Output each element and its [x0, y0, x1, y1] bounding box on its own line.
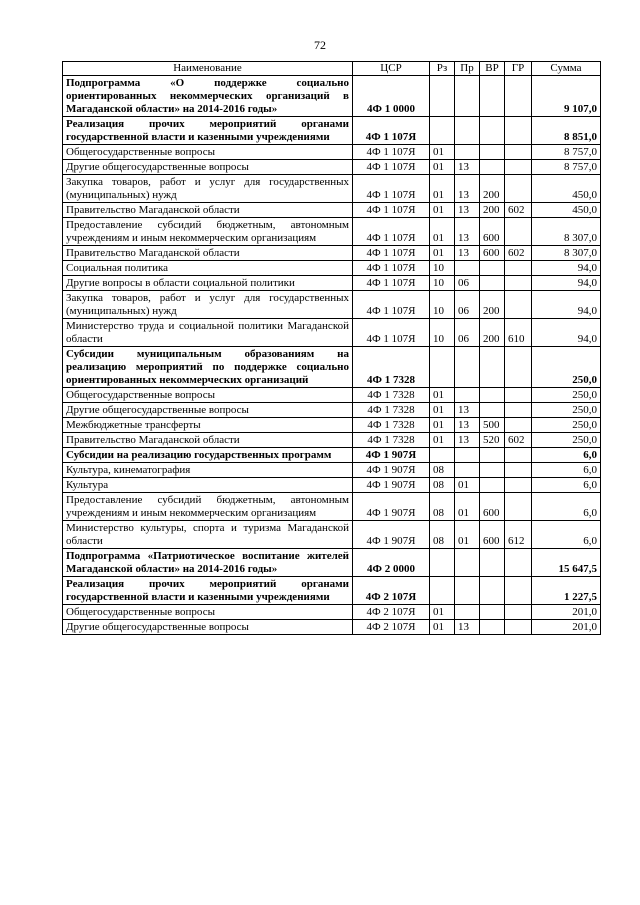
cell-rz: 08 [430, 463, 455, 478]
cell-rz: 08 [430, 493, 455, 521]
cell-name: Общегосударственные вопросы [63, 605, 353, 620]
cell-csr: 4Ф 1 107Я [353, 175, 430, 203]
cell-csr: 4Ф 1 7328 [353, 347, 430, 388]
cell-vr [480, 261, 505, 276]
cell-csr: 4Ф 2 107Я [353, 577, 430, 605]
cell-sum: 450,0 [532, 175, 601, 203]
cell-rz [430, 549, 455, 577]
table-body [63, 76, 601, 635]
cell-sum: 450,0 [532, 203, 601, 218]
cell-name: Закупка товаров, работ и услуг для государственных (муниципальных) нужд [63, 175, 353, 203]
cell-pr: 01 [455, 521, 480, 549]
cell-name: Общегосударственные вопросы [63, 145, 353, 160]
cell-pr: 13 [455, 403, 480, 418]
cell-pr [455, 577, 480, 605]
cell-rz: 01 [430, 145, 455, 160]
page-number: 72 [314, 38, 326, 52]
cell-name: Общегосударственные вопросы [63, 388, 353, 403]
header-name: Наименование [63, 62, 353, 76]
cell-gr [505, 448, 532, 463]
header-vr: ВР [480, 62, 505, 76]
cell-vr [480, 160, 505, 175]
header-gr: ГР [505, 62, 532, 76]
cell-name: Закупка товаров, работ и услуг для государственных (муниципальных) нужд [63, 291, 353, 319]
cell-vr: 200 [480, 203, 505, 218]
cell-rz [430, 448, 455, 463]
table-row [63, 620, 601, 635]
cell-vr [480, 347, 505, 388]
table-row [63, 203, 601, 218]
cell-rz: 08 [430, 478, 455, 493]
cell-csr: 4Ф 2 107Я [353, 620, 430, 635]
cell-csr: 4Ф 1 107Я [353, 246, 430, 261]
cell-sum: 250,0 [532, 433, 601, 448]
cell-name: Субсидии на реализацию государственных программ [63, 448, 353, 463]
cell-sum: 6,0 [532, 448, 601, 463]
cell-name: Правительство Магаданской области [63, 246, 353, 261]
cell-name: Субсидии муниципальным образованиям на реализацию мероприятий по поддержке социально ориентированных некоммерческих организаций [63, 347, 353, 388]
table-row [63, 175, 601, 203]
cell-name: Культура, кинематография [63, 463, 353, 478]
cell-gr: 602 [505, 203, 532, 218]
cell-vr [480, 478, 505, 493]
cell-vr [480, 276, 505, 291]
cell-gr: 602 [505, 246, 532, 261]
cell-vr: 200 [480, 175, 505, 203]
cell-sum: 94,0 [532, 319, 601, 347]
table-row [63, 549, 601, 577]
cell-rz: 01 [430, 218, 455, 246]
table-row [63, 261, 601, 276]
cell-csr: 4Ф 2 107Я [353, 605, 430, 620]
cell-name: Другие общегосударственные вопросы [63, 620, 353, 635]
cell-pr: 06 [455, 276, 480, 291]
cell-gr: 602 [505, 433, 532, 448]
cell-sum: 8 757,0 [532, 145, 601, 160]
cell-pr: 01 [455, 493, 480, 521]
cell-csr: 4Ф 1 107Я [353, 319, 430, 347]
cell-pr: 13 [455, 433, 480, 448]
cell-pr: 13 [455, 620, 480, 635]
cell-vr: 520 [480, 433, 505, 448]
cell-sum: 6,0 [532, 463, 601, 478]
cell-vr: 500 [480, 418, 505, 433]
cell-csr: 4Ф 2 0000 [353, 549, 430, 577]
cell-gr [505, 160, 532, 175]
cell-rz: 01 [430, 418, 455, 433]
cell-name: Подпрограмма «О поддержке социально ориентированных некоммерческих организаций в Магаданской области» на 2014-2016 годы» [63, 76, 353, 117]
header-rz: Рз [430, 62, 455, 76]
cell-gr [505, 463, 532, 478]
cell-csr: 4Ф 1 907Я [353, 478, 430, 493]
cell-csr: 4Ф 1 107Я [353, 291, 430, 319]
cell-vr: 600 [480, 218, 505, 246]
cell-pr [455, 605, 480, 620]
table-row [63, 291, 601, 319]
cell-sum: 201,0 [532, 605, 601, 620]
cell-gr [505, 577, 532, 605]
cell-name: Другие общегосударственные вопросы [63, 160, 353, 175]
table-row [63, 117, 601, 145]
cell-pr [455, 549, 480, 577]
table-row [63, 493, 601, 521]
cell-gr [505, 276, 532, 291]
cell-name: Реализация прочих мероприятий органами государственной власти и казенными учреждениями [63, 577, 353, 605]
cell-csr: 4Ф 1 107Я [353, 160, 430, 175]
cell-gr [505, 347, 532, 388]
cell-gr [505, 175, 532, 203]
header-csr: ЦСР [353, 62, 430, 76]
cell-csr: 4Ф 1 107Я [353, 117, 430, 145]
cell-sum: 94,0 [532, 276, 601, 291]
cell-rz: 10 [430, 276, 455, 291]
cell-csr: 4Ф 1 7328 [353, 418, 430, 433]
cell-gr [505, 76, 532, 117]
cell-sum: 8 851,0 [532, 117, 601, 145]
cell-csr: 4Ф 1 0000 [353, 76, 430, 117]
cell-vr [480, 577, 505, 605]
cell-csr: 4Ф 1 7328 [353, 388, 430, 403]
cell-vr [480, 620, 505, 635]
cell-rz [430, 76, 455, 117]
cell-gr [505, 403, 532, 418]
table-row [63, 418, 601, 433]
cell-gr: 610 [505, 319, 532, 347]
cell-sum: 201,0 [532, 620, 601, 635]
table-row [63, 319, 601, 347]
cell-pr [455, 347, 480, 388]
cell-sum: 94,0 [532, 291, 601, 319]
cell-rz [430, 117, 455, 145]
cell-name: Другие общегосударственные вопросы [63, 403, 353, 418]
cell-sum: 8 307,0 [532, 246, 601, 261]
table-row [63, 145, 601, 160]
cell-rz: 01 [430, 433, 455, 448]
cell-sum: 250,0 [532, 418, 601, 433]
table-row [63, 521, 601, 549]
cell-gr [505, 418, 532, 433]
cell-rz: 01 [430, 388, 455, 403]
cell-sum: 1 227,5 [532, 577, 601, 605]
table-row [63, 347, 601, 388]
cell-csr: 4Ф 1 7328 [353, 433, 430, 448]
table-row [63, 403, 601, 418]
cell-vr [480, 605, 505, 620]
table-row [63, 160, 601, 175]
cell-gr [505, 291, 532, 319]
cell-gr [505, 493, 532, 521]
cell-sum: 250,0 [532, 403, 601, 418]
cell-gr [505, 478, 532, 493]
cell-vr: 200 [480, 319, 505, 347]
cell-csr: 4Ф 1 107Я [353, 276, 430, 291]
cell-gr [505, 620, 532, 635]
table-row [63, 218, 601, 246]
cell-pr: 13 [455, 418, 480, 433]
cell-rz: 08 [430, 521, 455, 549]
cell-gr [505, 261, 532, 276]
cell-rz: 10 [430, 291, 455, 319]
cell-pr [455, 117, 480, 145]
table-row [63, 276, 601, 291]
table-row [63, 388, 601, 403]
cell-pr [455, 463, 480, 478]
cell-pr: 13 [455, 160, 480, 175]
cell-rz [430, 347, 455, 388]
cell-name: Министерство труда и социальной политики Магаданской области [63, 319, 353, 347]
cell-pr [455, 261, 480, 276]
cell-rz: 01 [430, 160, 455, 175]
cell-sum: 6,0 [532, 493, 601, 521]
cell-csr: 4Ф 1 107Я [353, 218, 430, 246]
cell-vr [480, 76, 505, 117]
cell-vr [480, 403, 505, 418]
cell-rz: 01 [430, 620, 455, 635]
cell-pr: 13 [455, 203, 480, 218]
cell-csr: 4Ф 1 907Я [353, 521, 430, 549]
budget-table [62, 61, 601, 635]
cell-name: Предоставление субсидий бюджетным, автономным учреждениям и иным некоммерческим организациям [63, 493, 353, 521]
cell-vr [480, 549, 505, 577]
cell-sum: 9 107,0 [532, 76, 601, 117]
cell-name: Социальная политика [63, 261, 353, 276]
cell-gr: 612 [505, 521, 532, 549]
cell-sum: 94,0 [532, 261, 601, 276]
cell-pr: 01 [455, 478, 480, 493]
cell-sum: 250,0 [532, 347, 601, 388]
cell-gr [505, 145, 532, 160]
cell-name: Правительство Магаданской области [63, 203, 353, 218]
table-row [63, 448, 601, 463]
table-header-row [63, 62, 601, 76]
cell-csr: 4Ф 1 907Я [353, 493, 430, 521]
cell-sum: 15 647,5 [532, 549, 601, 577]
cell-name: Правительство Магаданской области [63, 433, 353, 448]
cell-gr [505, 549, 532, 577]
cell-csr: 4Ф 1 107Я [353, 145, 430, 160]
cell-name: Министерство культуры, спорта и туризма Магаданской области [63, 521, 353, 549]
cell-name: Подпрограмма «Патриотическое воспитание жителей Магаданской области» на 2014-2016 годы» [63, 549, 353, 577]
cell-name: Межбюджетные трансферты [63, 418, 353, 433]
cell-rz: 01 [430, 403, 455, 418]
cell-gr [505, 218, 532, 246]
cell-rz: 10 [430, 261, 455, 276]
cell-vr [480, 117, 505, 145]
table-row [63, 478, 601, 493]
table-row [63, 577, 601, 605]
cell-csr: 4Ф 1 107Я [353, 203, 430, 218]
table-row [63, 605, 601, 620]
cell-name: Реализация прочих мероприятий органами государственной власти и казенными учреждениями [63, 117, 353, 145]
cell-pr: 13 [455, 218, 480, 246]
table-row [63, 463, 601, 478]
cell-rz [430, 577, 455, 605]
cell-gr [505, 605, 532, 620]
table-row [63, 246, 601, 261]
cell-rz: 01 [430, 605, 455, 620]
cell-name: Культура [63, 478, 353, 493]
cell-pr [455, 448, 480, 463]
cell-rz: 01 [430, 175, 455, 203]
cell-sum: 8 757,0 [532, 160, 601, 175]
cell-pr [455, 76, 480, 117]
cell-gr [505, 388, 532, 403]
cell-pr: 06 [455, 319, 480, 347]
cell-rz: 01 [430, 203, 455, 218]
cell-vr: 600 [480, 246, 505, 261]
header-sum: Сумма [532, 62, 601, 76]
cell-vr [480, 463, 505, 478]
cell-sum: 8 307,0 [532, 218, 601, 246]
cell-gr [505, 117, 532, 145]
cell-pr: 13 [455, 246, 480, 261]
cell-vr: 600 [480, 521, 505, 549]
cell-name: Предоставление субсидий бюджетным, автономным учреждениям и иным некоммерческим организациям [63, 218, 353, 246]
cell-csr: 4Ф 1 907Я [353, 448, 430, 463]
cell-csr: 4Ф 1 907Я [353, 463, 430, 478]
cell-csr: 4Ф 1 107Я [353, 261, 430, 276]
cell-vr: 600 [480, 493, 505, 521]
cell-vr [480, 145, 505, 160]
cell-vr: 200 [480, 291, 505, 319]
cell-name: Другие вопросы в области социальной политики [63, 276, 353, 291]
cell-vr [480, 388, 505, 403]
cell-vr [480, 448, 505, 463]
cell-pr [455, 145, 480, 160]
cell-sum: 250,0 [532, 388, 601, 403]
header-pr: Пр [455, 62, 480, 76]
cell-csr: 4Ф 1 7328 [353, 403, 430, 418]
cell-rz: 01 [430, 246, 455, 261]
cell-pr: 13 [455, 175, 480, 203]
cell-pr [455, 388, 480, 403]
cell-sum: 6,0 [532, 478, 601, 493]
cell-pr: 06 [455, 291, 480, 319]
cell-rz: 10 [430, 319, 455, 347]
cell-sum: 6,0 [532, 521, 601, 549]
table-row [63, 76, 601, 117]
table-row [63, 433, 601, 448]
